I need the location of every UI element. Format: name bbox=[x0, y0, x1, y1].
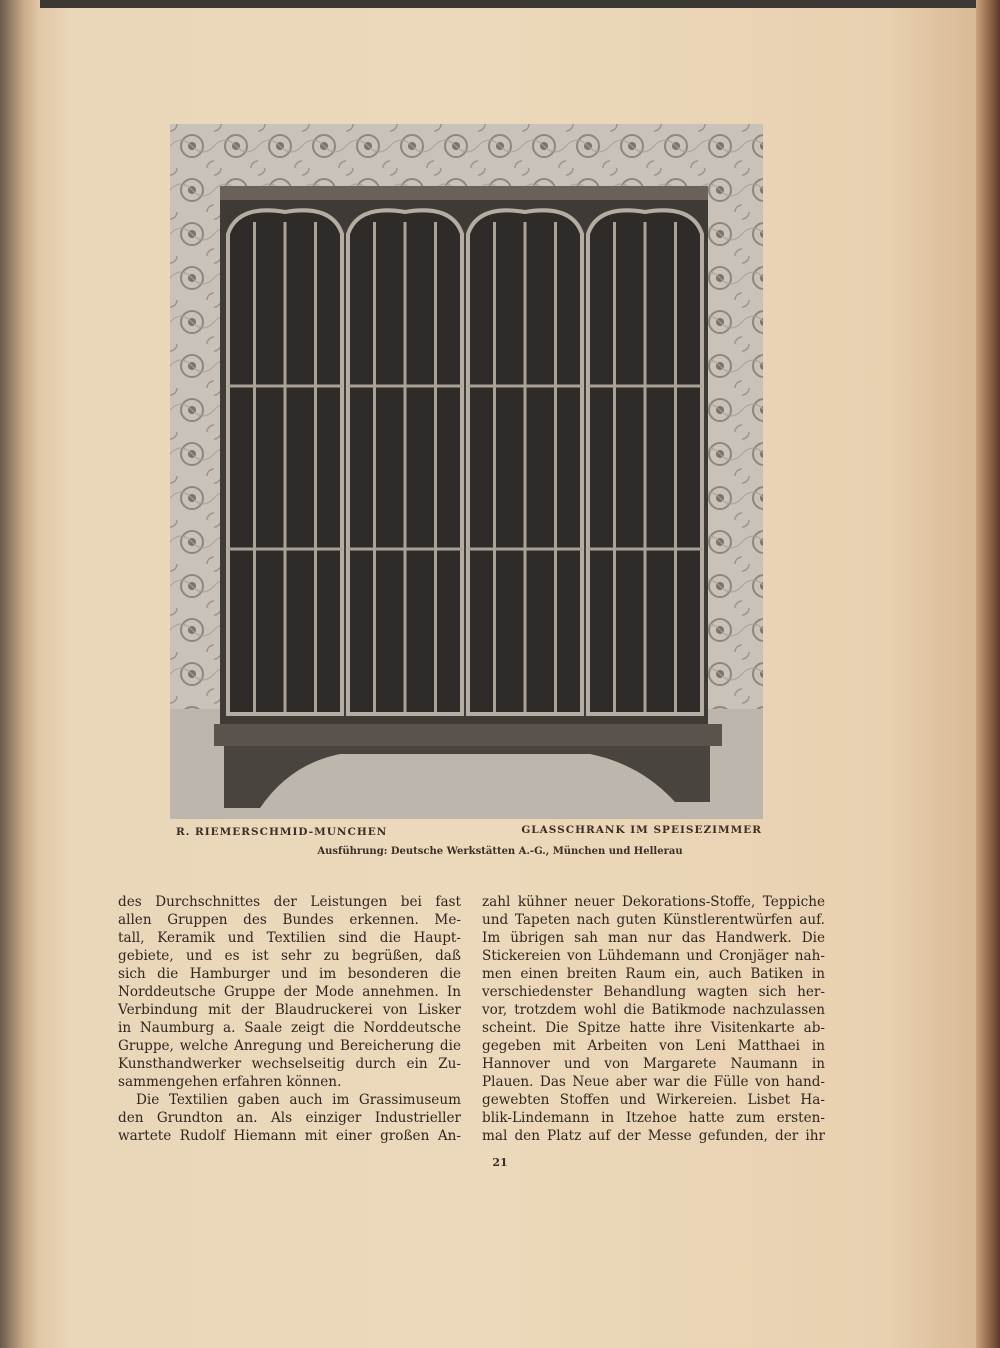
text-line: Gruppe, welche Anregung und Bereicherung die bbox=[118, 1038, 461, 1054]
text-line: sich die Hamburger und im besonderen die bbox=[118, 966, 461, 982]
text-line: Kunsthandwerker wechselseitig durch ein Zu- bbox=[118, 1056, 461, 1072]
text-column-left bbox=[118, 893, 461, 1145]
text-line: tall, Keramik und Textilien sind die Haupt- bbox=[118, 930, 461, 946]
text-line: vor, trotzdem wohl die Batikmode nachzulassen bbox=[482, 1002, 825, 1018]
text-line: Im übrigen sah man nur das Handwerk. Die bbox=[482, 930, 825, 946]
glass-cabinet-photograph bbox=[170, 124, 763, 819]
text-line: Verbindung mit der Blaudruckerei von Lisker bbox=[118, 1002, 461, 1018]
figure-execution-note: Ausführung: Deutsche Werkstätten A.-G., München und Hellerau bbox=[317, 846, 683, 857]
text-column-right bbox=[482, 893, 825, 1145]
text-line: blik-Lindemann in Itzehoe hatte zum ersten- bbox=[482, 1110, 825, 1126]
text-line: wartete Rudolf Hiemann mit einer großen An- bbox=[118, 1128, 461, 1144]
text-line: des Durchschnittes der Leistungen bei fast bbox=[118, 894, 461, 910]
page-number: 21 bbox=[492, 1156, 508, 1169]
text-line: gebiete, und es ist sehr zu begrüßen, daß bbox=[118, 948, 461, 964]
cabinet-base bbox=[214, 724, 722, 746]
book-gutter bbox=[0, 0, 40, 1348]
text-line: sammengehen erfahren können. bbox=[118, 1074, 342, 1090]
text-line: gewebten Stoffen und Wirkereien. Lisbet Ha- bbox=[482, 1092, 825, 1108]
book-edge bbox=[976, 0, 1000, 1348]
text-line: men einen breiten Raum ein, auch Batiken in bbox=[482, 966, 825, 982]
text-line: und Tapeten nach guten Künstlerentwürfen auf. bbox=[482, 912, 825, 928]
text-line: den Grundton an. Als einziger Industrieller bbox=[118, 1110, 461, 1126]
figure-title: GLASSCHRANK IM SPEISEZIMMER bbox=[521, 824, 762, 836]
text-line: Stickereien von Lühdemann und Cronjäger nah- bbox=[482, 948, 825, 964]
text-line: mal den Platz auf der Messe gefunden, der ihr bbox=[482, 1128, 825, 1144]
text-line: Norddeutsche Gruppe der Mode annehmen. In bbox=[118, 984, 461, 1000]
text-line: zahl kühner neuer Dekorations-Stoffe, Teppiche bbox=[482, 894, 825, 910]
text-line: Hannover und von Margarete Naumann in bbox=[482, 1056, 825, 1072]
text-line: allen Gruppen des Bundes erkennen. Me- bbox=[118, 912, 461, 928]
text-line: in Naumburg a. Saale zeigt die Norddeutsche bbox=[118, 1020, 461, 1036]
text-line: Plauen. Das Neue aber war die Fülle von hand- bbox=[482, 1074, 825, 1090]
text-line: gegeben mit Arbeiten von Leni Matthaei in bbox=[482, 1038, 825, 1054]
text-line: Die Textilien gaben auch im Grassimuseum bbox=[136, 1092, 461, 1108]
text-line: verschiedenster Behandlung wagten sich her- bbox=[482, 984, 825, 1000]
text-line: scheint. Die Spitze hatte ihre Visitenkarte ab- bbox=[482, 1020, 825, 1036]
figure-credit: R. RIEMERSCHMID-MUNCHEN bbox=[176, 826, 388, 838]
